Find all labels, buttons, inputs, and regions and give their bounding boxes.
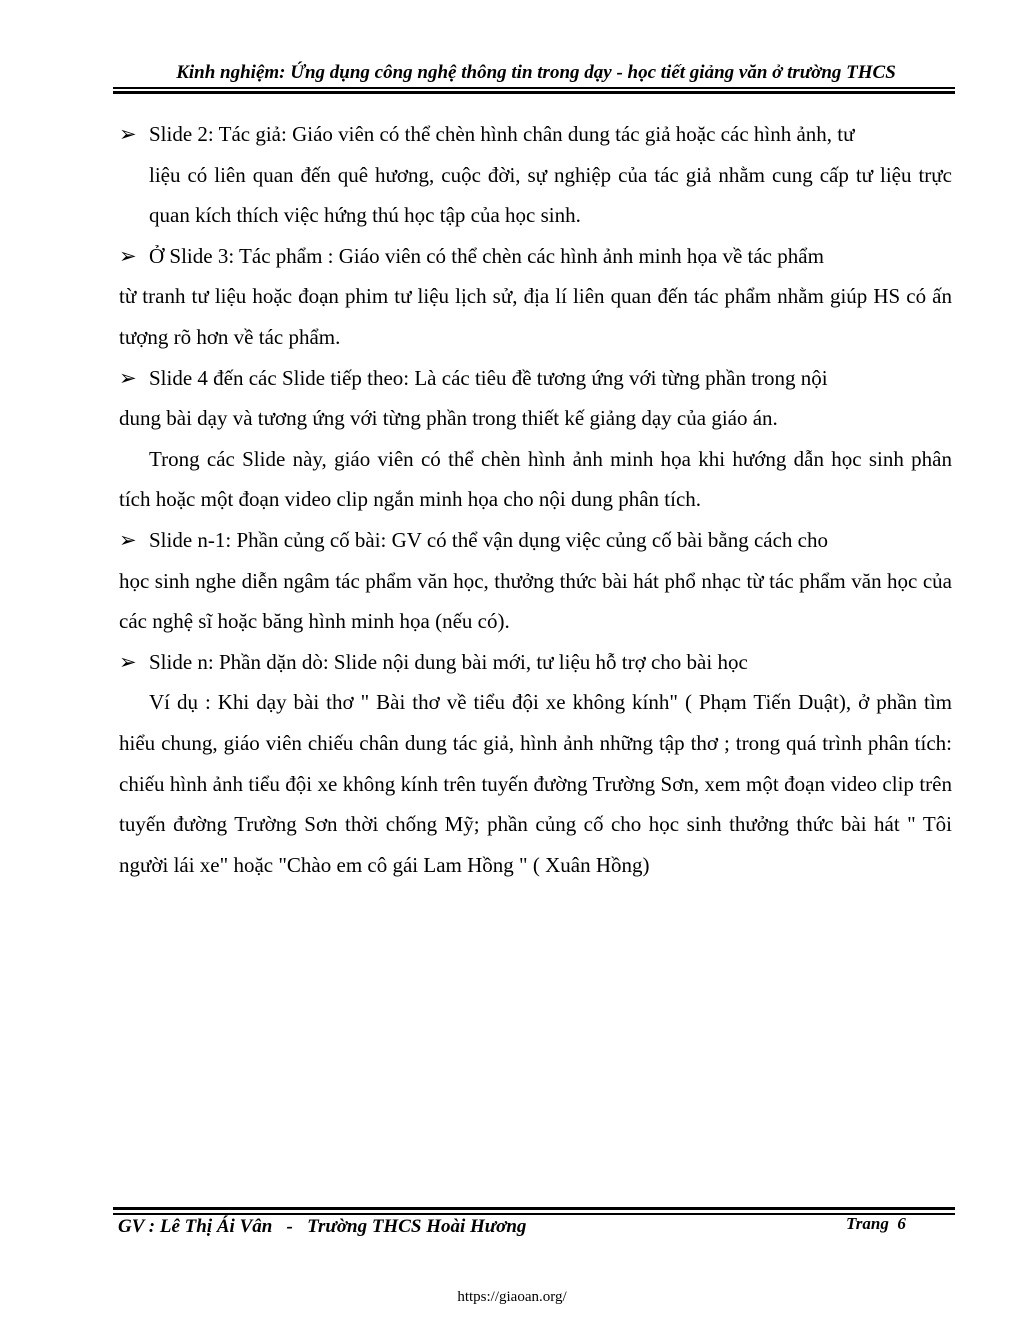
paragraph-slides: Trong các Slide này, giáo viên có thể chèn hình ảnh minh họa khi hướng dẫn học sinh phân tích hoặc một đoạn video clip ngắn minh họa cho nội dung phân tích. [119, 446, 952, 512]
bullet-slide-4 [119, 358, 952, 399]
footer-rule-thick [113, 1207, 955, 1210]
arrow-bullet-icon: ➢ [119, 365, 137, 390]
document-body [119, 114, 952, 885]
header-rule-thick [113, 91, 955, 94]
bullet-slide-n-1 [119, 520, 952, 561]
arrow-bullet-icon: ➢ [119, 243, 137, 268]
paragraph-example: Ví dụ : Khi dạy bài thơ " Bài thơ về tiểu đội xe không kính" ( Phạm Tiến Duật), ở phần tìm hiểu chung, giáo viên chiếu chân dung tác giả, hình ảnh những tập thơ ; trong quá trình phân tích: chiếu hình ảnh tiểu đội xe không kính trên tuyến đường Trường Sơn, xem một đoạn video clip trên tuyến đường Trường Sơn thời chống Mỹ; phần củng cố cho học sinh thưởng thức bài hát " Tôi người lái xe" hoặc "Chào em cô gái Lam Hồng " ( Xuân Hồng) [119, 690, 952, 877]
arrow-bullet-icon: ➢ [119, 527, 137, 552]
bullet-slide-n-text: Slide n: Phần dặn dò: Slide nội dung bài mới, tư liệu hỗ trợ cho bài học [149, 649, 748, 674]
bullet-slide-n [119, 642, 952, 683]
source-url[interactable]: https://giaoan.org/ [457, 1289, 567, 1305]
page-number: Trang 6 [846, 1214, 906, 1233]
page-header: Kinh nghiệm: Ứng dụng công nghệ thông tin trong dạy - học tiết giảng văn ở trường THCS [176, 62, 896, 83]
bullet-slide-n-1-text: Slide n-1: Phần củng cố bài: GV có thể vận dụng việc củng cố bài bằng cách cho [149, 527, 829, 552]
bullet-slide-2-text: Slide 2: Tác giả: Giáo viên có thể chèn hình chân dung tác giả hoặc các hình ảnh, tư [149, 122, 855, 146]
bullet-slide-3-text: Ở Slide 3: Tác phẩm : Giáo viên có thể chèn các hình ảnh minh họa về tác phẩm [149, 243, 824, 268]
bullet-slide-2 [119, 114, 952, 155]
bullet-slide-3-continuation: từ tranh tư liệu hoặc đoạn phim tư liệu lịch sử, địa lí liên quan đến tác phẩm nhằm giúp HS có ấn tượng rõ hơn về tác phẩm. [119, 284, 952, 349]
bullet-slide-3 [119, 236, 952, 277]
arrow-bullet-icon: ➢ [119, 649, 137, 674]
bullet-slide-4-text: Slide 4 đến các Slide tiếp theo: Là các tiêu đề tương ứng với từng phần trong nội [149, 365, 828, 390]
header-rule-thin [113, 87, 955, 89]
footer-author: GV : Lê Thị Ái Vân - Trường THCS Hoài Hương [118, 1216, 527, 1237]
bullet-slide-n-1-continuation: học sinh nghe diễn ngâm tác phẩm văn học, thưởng thức bài hát phổ nhạc từ tác phẩm văn học của các nghệ sĩ hoặc băng hình minh họa (nếu có). [119, 568, 952, 634]
footer-rule-thin [113, 1213, 955, 1215]
bullet-slide-2-continuation: liệu có liên quan đến quê hương, cuộc đời, sự nghiệp của tác giả nhằm cung cấp tư liệu trực quan kích thích việc hứng thú học tập của học sinh. [149, 162, 952, 228]
bullet-slide-4-continuation: dung bài dạy và tương ứng với từng phần trong thiết kế giảng dạy của giáo án. [119, 406, 778, 431]
arrow-bullet-icon: ➢ [119, 122, 137, 146]
